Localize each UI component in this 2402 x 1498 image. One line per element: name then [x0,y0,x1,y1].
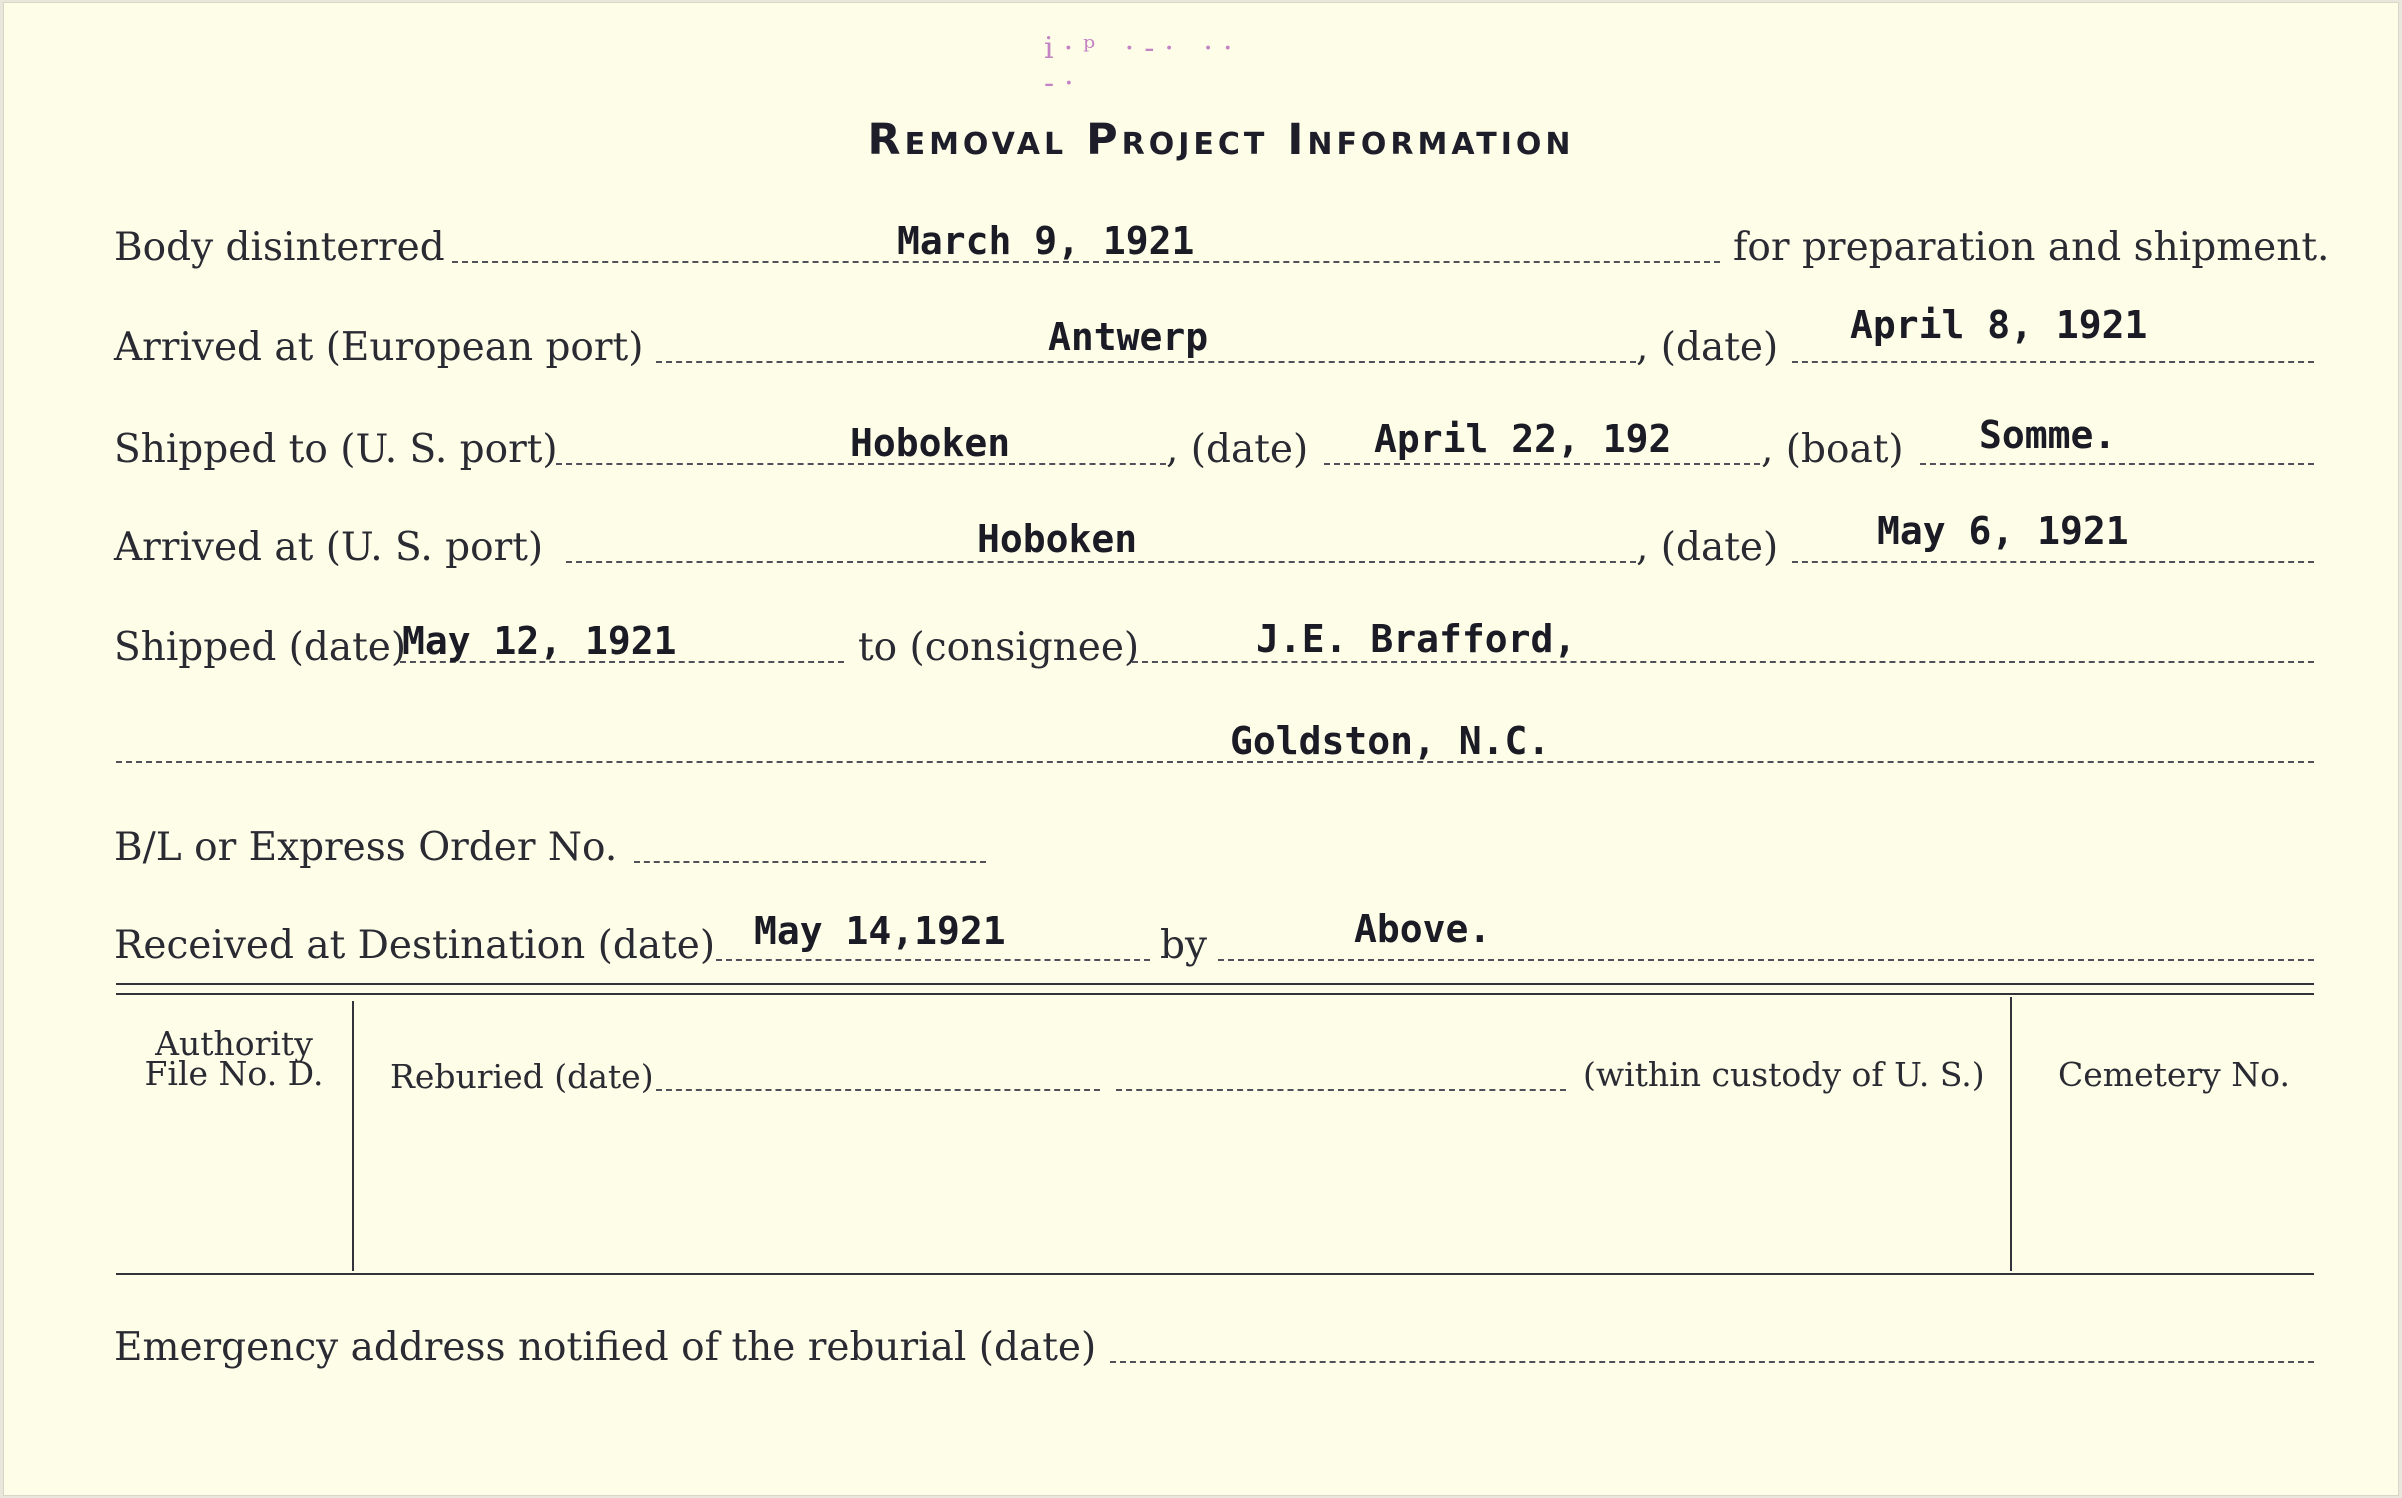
custody-label: (within custody of U. S.) [1583,1055,1985,1094]
arrived-eu-port: Antwerp [1048,315,1209,359]
received-by: Above. [1354,907,1492,951]
received-label: Received at Destination (date) [114,923,716,968]
shipped-us-boat: Somme. [1979,413,2117,457]
arrived-eu-date-line [1792,361,2314,363]
authority-label-line2: File No. D. [144,1054,324,1093]
box-top-rule-1 [116,983,2314,985]
arrived-eu-date-label: , (date) [1636,325,1779,370]
shipped-us-label: Shipped to (U. S. port) [114,427,558,472]
purple-stamp: i·ᵖ ·-· ·· -· [1044,31,1243,101]
box-top-rule-2 [116,993,2314,995]
box-divider-left [352,1001,354,1271]
disinterred-date: March 9, 1921 [897,219,1195,263]
shipped-label: Shipped (date) [114,625,407,670]
arrived-eu-label: Arrived at (European port) [114,325,644,370]
page-title: Removal Project Information [867,115,1575,165]
received-by-line [1218,959,2314,961]
shipped-date: May 12, 1921 [402,619,677,663]
consignee-name: J.E. Brafford, [1256,617,1577,661]
record-card [3,2,2399,1496]
arrived-us-date: May 6, 1921 [1877,509,2129,553]
arrived-us-label: Arrived at (U. S. port) [114,525,544,570]
consignee-label: to (consignee) [858,625,1140,670]
emergency-line [1110,1361,2314,1363]
disinterred-suffix: for preparation and shipment. [1733,225,2330,270]
arrived-us-port-line [566,561,1636,563]
shipped-us-date: April 22, 192 [1374,417,1672,461]
shipped-us-port: Hoboken [850,421,1011,465]
arrived-eu-port-line [656,361,1636,363]
cemetery-label: Cemetery No. [2058,1055,2290,1094]
emergency-label: Emergency address notified of the reburial (date) [114,1325,1097,1370]
box-bottom-rule [116,1273,2314,1275]
shipped-us-date-label: , (date) [1166,427,1309,472]
shipped-us-boat-label: , (boat) [1761,427,1904,472]
address-line [116,761,2314,763]
authority-label-line1: Authority [155,1024,313,1063]
shipped-us-date-line [1324,463,1760,465]
received-date: May 14,1921 [754,909,1006,953]
arrived-us-date-line [1792,561,2314,563]
arrived-us-date-label: , (date) [1636,525,1779,570]
arrived-us-port: Hoboken [977,517,1138,561]
consignee-line [1132,661,2314,663]
shipped-us-boat-line [1920,463,2314,465]
bl-line [634,861,986,863]
arrived-eu-date: April 8, 1921 [1850,303,2148,347]
authority-label [116,1024,352,1093]
reburied-line-2 [1116,1089,1566,1091]
bl-label: B/L or Express Order No. [114,825,618,870]
received-date-line [716,959,1150,961]
reburied-line-1 [656,1089,1100,1091]
box-divider-right [2010,997,2012,1271]
disinterred-label: Body disinterred [114,225,445,270]
received-by-label: by [1160,923,1207,968]
reburied-label: Reburied (date) [390,1057,654,1096]
consignee-address: Goldston, N.C. [1230,719,1551,763]
